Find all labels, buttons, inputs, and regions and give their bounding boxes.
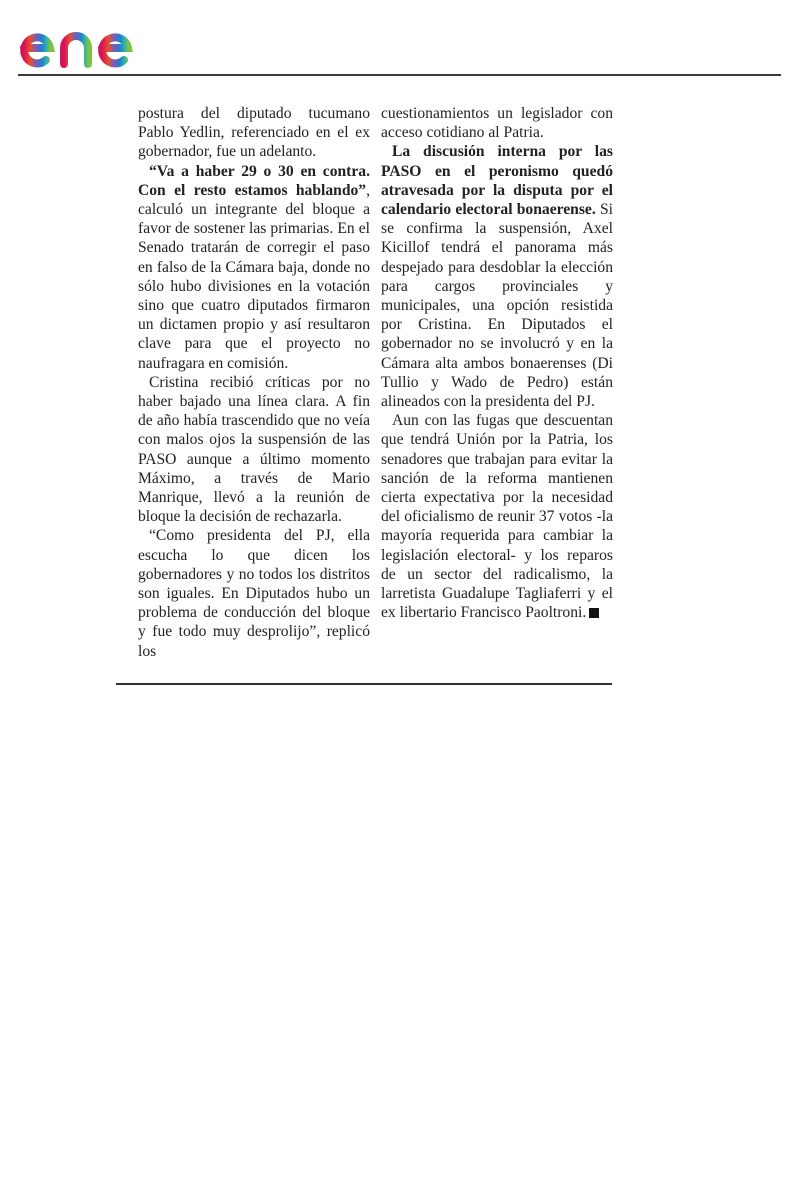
article-paragraph bbox=[138, 104, 370, 162]
article-paragraph bbox=[381, 411, 613, 622]
article-paragraph bbox=[138, 162, 370, 373]
paragraph-text: “Como presidenta del PJ, ella escucha lo que dicen los gobernadores y no todos los distritos son iguales. En Diputados hubo un problema de conducción del bloque y fue todo muy desprolijo”, replicó los bbox=[138, 527, 370, 660]
article-paragraph bbox=[381, 104, 613, 142]
article-paragraph bbox=[138, 526, 370, 660]
paragraph-text: cuestionamientos un legislador con acceso cotidiano al Patria. bbox=[381, 105, 613, 142]
end-of-article-mark bbox=[589, 608, 599, 618]
paragraph-text: Aun con las fugas que descuentan que tendrá Unión por la Patria, los senadores que trabajan para evitar la sanción de la reforma mantienen cierta expectativa por la necesidad del oficialismo de reunir 37 votos -la mayoría requerida para cambiar la legislación electoral- y los reparos de un sector del radicalismo, la larretista Guadalupe Tagliaferri y el ex libertario Francisco Paoltroni. bbox=[381, 412, 613, 622]
header-divider bbox=[18, 74, 781, 76]
footer-divider bbox=[116, 683, 612, 685]
paragraph-text: postura del diputado tucumano Pablo Yedlin, referenciado en el ex gobernador, fue un adelanto. bbox=[138, 105, 370, 161]
paragraph-text: Cristina recibió críticas por no haber bajado una línea clara. A fin de año había trascendido que no veía con malos ojos la suspensión de las PASO aunque a último momento Máximo, a través de Mario Manrique, llevó a la reunión de bloque la decisión de rechazarla. bbox=[138, 373, 370, 526]
paragraph-lead-bold: “Va a haber 29 o 30 en contra. Con el resto estamos hablando” bbox=[138, 162, 370, 199]
article-column-left bbox=[138, 104, 370, 661]
enel-logo bbox=[16, 8, 171, 72]
paragraph-text: Si se confirma la suspensión, Axel Kicillof tendrá el panorama más despejado para desdoblar la elección para cargos provinciales y municipales, una opción resistida por Cristina. En Diputados el gobernador no se involucró y en la Cámara alta ambos bonaerenses (Di Tullio y Wado de Pedro) están alineados con la presidenta del PJ. bbox=[381, 201, 613, 411]
paragraph-text: , calculó un integrante del bloque a favor de sostener las primarias. En el Senado tratarán de corregir el paso en falso de la Cámara baja, donde no sólo hubo divisiones en la votación sino que cuatro diputados firmaron un dictamen propio y así resultaron clave para que el proyecto no naufragara en comisión. bbox=[138, 181, 370, 372]
article-column-right bbox=[381, 104, 613, 622]
enel-logo-mark bbox=[16, 8, 171, 72]
paragraph-lead-bold: La discusión interna por las PASO en el peronismo quedó atravesada por la disputa por el calendario electoral bonaerense. bbox=[381, 143, 613, 219]
article-paragraph bbox=[381, 142, 613, 411]
article-paragraph bbox=[138, 373, 370, 527]
